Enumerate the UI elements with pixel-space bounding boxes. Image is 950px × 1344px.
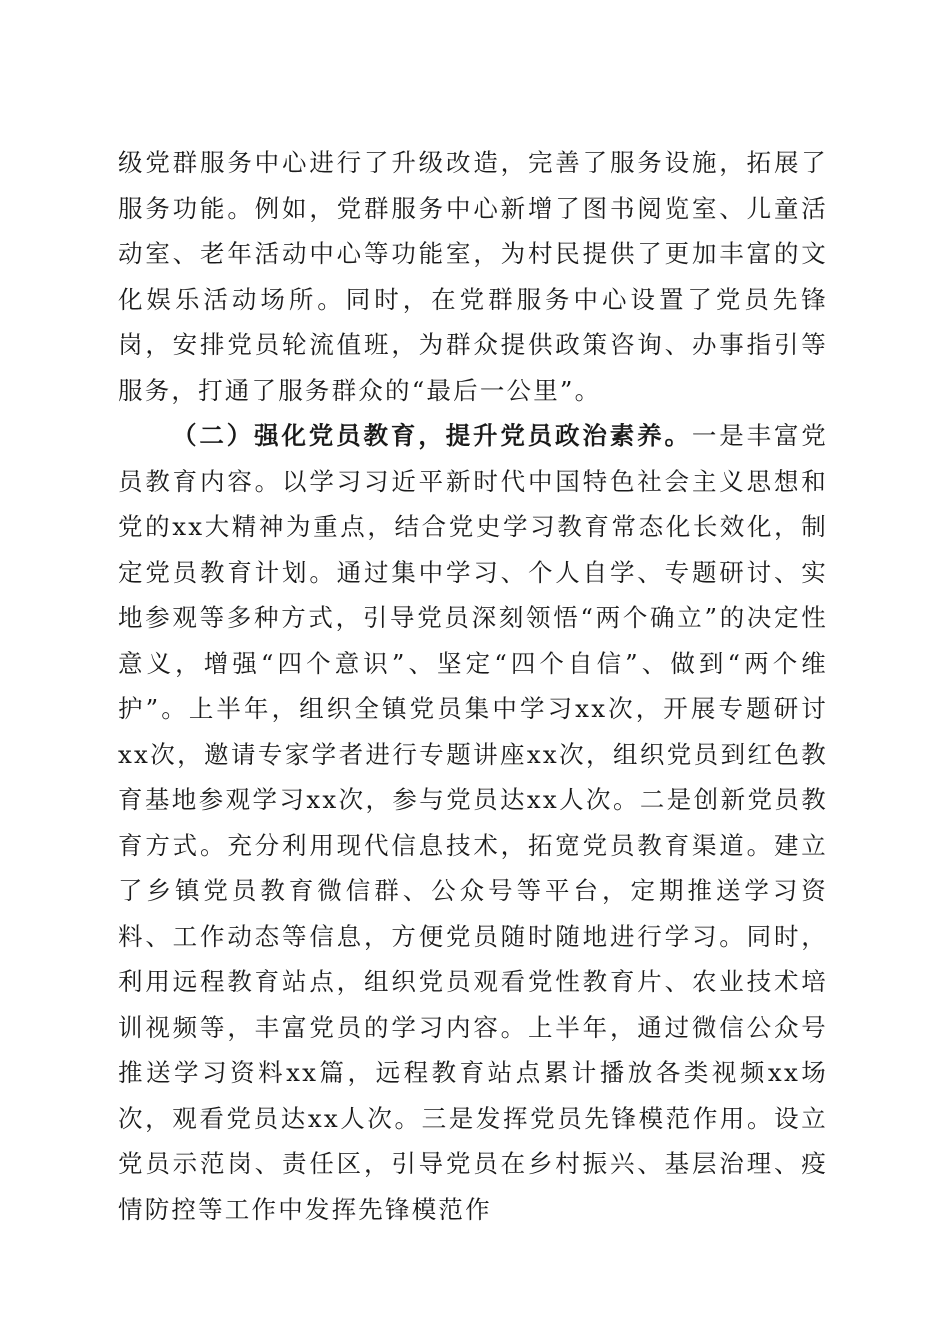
paragraph-text: 级党群服务中心进行了升级改造，完善了服务设施，拓展了服务功能。例如，党群服务中心新增了图书阅览室、儿童活动室、老年活动中心等功能室，为村民提供了更加丰富的文化娱乐活动场所。同时，在党群服务中心设置了党员先锋岗，安排党员轮流值班，为群众提供政策咨询、办事指引等服务，打通了服务群众的“最后一公里”。 xyxy=(118,148,828,405)
paragraph-party-education xyxy=(118,413,828,1232)
paragraph-text: 一是丰富党员教育内容。以学习习近平新时代中国特色社会主义思想和党的xx大精神为重点，结合党史学习教育常态化长效化，制定党员教育计划。通过集中学习、个人自学、专题研讨、实地参观等多种方式，引导党员深刻领悟“两个确立”的决定性意义，增强“四个意识”、坚定“四个自信”、做到“两个维护”。上半年，组织全镇党员集中学习xx次，开展专题研讨xx次，邀请专家学者进行专题讲座xx次，组织党员到红色教育基地参观学习xx次，参与党员达xx人次。二是创新党员教育方式。充分利用现代信息技术，拓宽党员教育渠道。建立了乡镇党员教育微信群、公众号等平台，定期推送学习资料、工作动态等信息，方便党员随时随地进行学习。同时，利用远程教育站点，组织党员观看党性教育片、农业技术培训视频等，丰富党员的学习内容。上半年，通过微信公众号推送学习资料xx篇，远程教育站点累计播放各类视频xx场次，观看党员达xx人次。三是发挥党员先锋模范作用。设立党员示范岗、责任区，引导党员在乡村振兴、基层治理、疫情防控等工作中发挥先锋模范作 xyxy=(118,421,829,1224)
document-page xyxy=(118,140,828,1232)
paragraph-continuation xyxy=(118,140,828,413)
section-heading: （二）强化党员教育，提升党员政治素养。 xyxy=(172,421,692,450)
